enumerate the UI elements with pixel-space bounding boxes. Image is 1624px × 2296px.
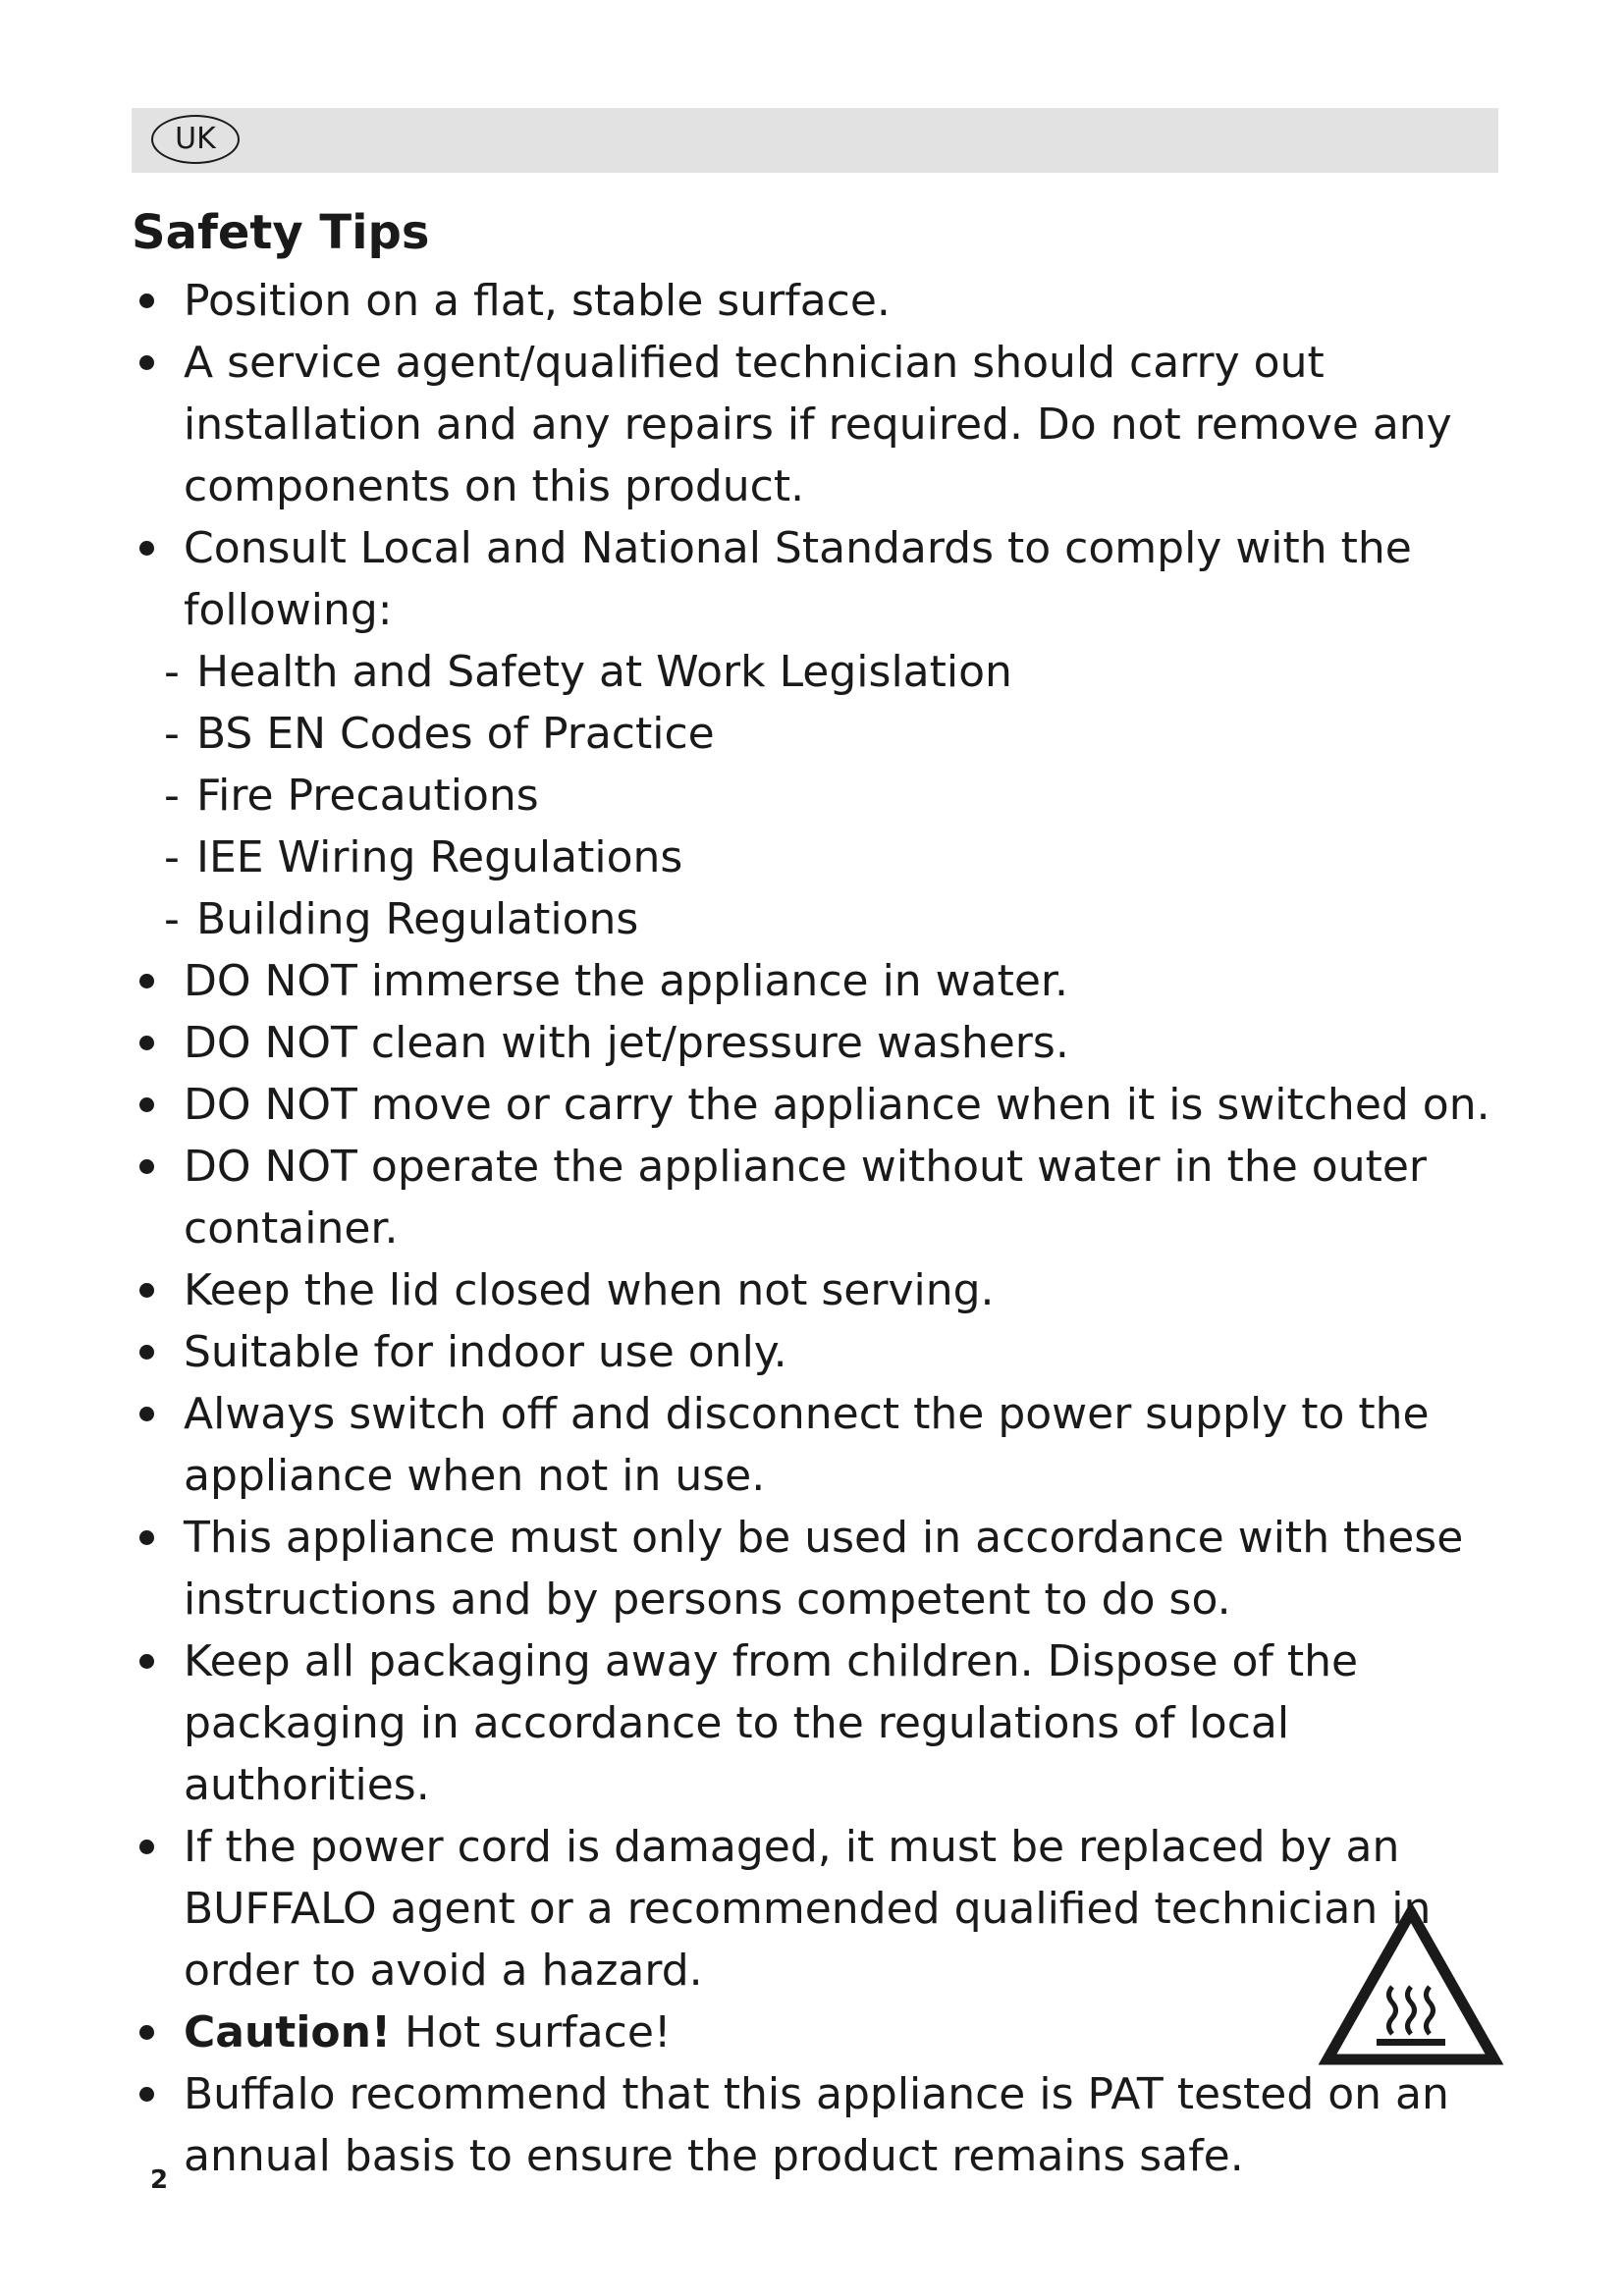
header-bar <box>132 108 1498 173</box>
item-text: Hot surface! <box>391 2007 672 2057</box>
list-item <box>132 2002 1526 2063</box>
item-text: DO NOT immerse the appliance in water. <box>184 956 1068 1006</box>
item-text: Keep all packaging away from children. Dispose of the packaging in accordance to the regulations of local authorities. <box>184 1636 1359 1810</box>
list-item <box>132 2063 1526 2187</box>
page-title: Safety Tips <box>132 205 430 260</box>
list-item <box>132 1074 1526 1136</box>
dash-marker: - <box>164 894 180 944</box>
caution-label: Caution! <box>184 2007 392 2057</box>
item-text: Fire Precautions <box>196 771 539 821</box>
item-text: Buffalo recommend that this appliance is PAT tested on an annual basis to ensure the product remains safe. <box>184 2069 1449 2181</box>
list-item <box>132 1321 1526 1383</box>
item-text: DO NOT operate the appliance without water in the outer container. <box>184 1142 1428 1254</box>
list-item <box>132 270 1526 332</box>
dash-marker: - <box>164 647 180 697</box>
sub-list-item <box>132 827 1526 888</box>
bullet-icon <box>139 1036 154 1050</box>
bullet-icon <box>139 1159 154 1174</box>
item-text: Position on a flat, stable surface. <box>184 276 891 326</box>
item-text: This appliance must only be used in accordance with these instructions and by persons competent to do so. <box>184 1513 1464 1625</box>
dash-marker: - <box>164 771 180 821</box>
dash-marker: - <box>164 832 180 882</box>
item-text: DO NOT clean with jet/pressure washers. <box>184 1018 1069 1068</box>
list-item <box>132 1259 1526 1321</box>
item-text: Suitable for indoor use only. <box>184 1327 787 1377</box>
list-item <box>132 1136 1526 1259</box>
item-text: IEE Wiring Regulations <box>196 832 683 882</box>
bullet-icon <box>139 355 154 370</box>
list-item <box>132 1383 1526 1507</box>
sub-list-item <box>132 703 1526 765</box>
list-item <box>132 1507 1526 1630</box>
item-text: Building Regulations <box>196 894 639 944</box>
sub-list-item <box>132 641 1526 703</box>
list-item <box>132 1816 1526 2002</box>
item-text: A service agent/qualified technician should carry out installation and any repairs if required. Do not remove any components on this product. <box>184 338 1452 511</box>
item-text: If the power cord is damaged, it must be replaced by an BUFFALO agent or a recommended qualified technician in order to avoid a hazard. <box>184 1822 1432 1996</box>
bullet-icon <box>139 1283 154 1298</box>
dash-marker: - <box>164 709 180 759</box>
item-text: DO NOT move or carry the appliance when it is switched on. <box>184 1080 1490 1130</box>
item-text: Consult Local and National Standards to comply with the following: <box>184 523 1412 635</box>
bullet-icon <box>139 541 154 556</box>
bullet-icon <box>139 1654 154 1669</box>
page-number: 2 <box>150 2165 169 2195</box>
bullet-icon <box>139 1840 154 1854</box>
list-item <box>132 1630 1526 1816</box>
item-text: BS EN Codes of Practice <box>196 709 715 759</box>
safety-tips-list <box>132 270 1526 2187</box>
list-item <box>132 950 1526 1012</box>
sub-list-item <box>132 765 1526 827</box>
bullet-icon <box>139 1530 154 1545</box>
list-item <box>132 332 1526 517</box>
language-badge: UK <box>151 115 240 164</box>
sub-list-item <box>132 888 1526 950</box>
bullet-icon <box>139 2087 154 2102</box>
hot-surface-warning-icon <box>1318 1902 1504 2071</box>
bullet-icon <box>139 1407 154 1421</box>
item-text: Always switch off and disconnect the power supply to the appliance when not in use. <box>184 1389 1430 1501</box>
bullet-icon <box>139 974 154 988</box>
bullet-icon <box>139 1097 154 1112</box>
list-item <box>132 517 1526 641</box>
bullet-icon <box>139 2025 154 2040</box>
bullet-icon <box>139 294 154 308</box>
bullet-icon <box>139 1345 154 1360</box>
item-text: Keep the lid closed when not serving. <box>184 1265 995 1315</box>
list-item <box>132 1012 1526 1074</box>
item-text: Health and Safety at Work Legislation <box>196 647 1012 697</box>
